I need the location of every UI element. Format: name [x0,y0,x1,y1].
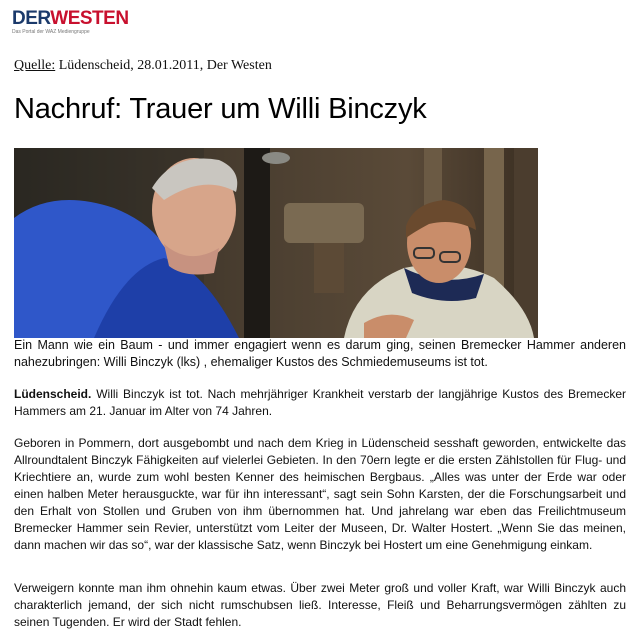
article-paragraph-3: Verweigern konnte man ihm ohnehin kaum etwas. Über zwei Meter groß und voller Kraft, war Willi Binczyk auch charakterlich jemand, der sich nicht rumschubsen ließ. Interesse, Fleiß und Beharrungsvermögen zählten zu seinen Tugenden. Er wird der Stadt fehlen. [14,581,626,629]
source-label: Quelle: [14,58,56,73]
source-line [14,58,272,74]
article-paragraph-2: Geboren in Pommern, dort ausgebombt und nach dem Krieg in Lüdenscheid sesshaft geworden, entwickelte das Allroundtalent Binczyk Fähigkeiten auf vielerlei Gebieten. In den 70ern legte er die ersten Zählstollen für Flug- und Kriechtiere an, wurde zum wohl besten Kenner des heimischen Bergbaus. „Alles was unter der Erde war oder einen halben Meter herausguckte, war für ihn interessant“, sagt sein Sohn Karsten, der die Forschungsarbeit und den Erhalt von Stollen und Gruben von ihm übernommen hat. Und jahrelang war eben das Freilichtmuseum Bremecker Hammer sein Revier, unterstützt vom Leiter der Museen, Dr. Walter Hostert. „Wenn Sie das meinen, dann machen wir das so“, war der klassische Satz, wenn Binczyk bei Hostert um eine Genehmigung einkam. [14,436,626,552]
logo-westen: WESTEN [50,8,129,29]
logo-der: DER [12,8,51,29]
paragraph-1-text: Willi Binczyk ist tot. Nach mehrjähriger Krankheit verstarb der langjährige Kustos des Bremecker Hammers am 21. Januar im Alter von 74 Jahren. [14,387,626,418]
derwesten-logo [12,8,129,35]
dateline: Lüdenscheid. [14,387,92,401]
photo-caption: Ein Mann wie ein Baum - und immer engagiert wenn es darum ging, seinen Bremecker Hammer anderen nahezubringen: Willi Binczyk (lks) , ehemaliger Kustos des Schmiedemuseums ist tot. [14,338,626,369]
logo-tagline: Das Portal der WAZ Mediengruppe [12,29,90,35]
logo-wordmark [12,8,129,29]
article-paragraph-1 [14,386,626,420]
source-text: Lüdenscheid, 28.01.2011, Der Westen [55,58,272,73]
article-photo [14,148,538,338]
photo-illustration [14,148,538,338]
headline: Nachruf: Trauer um Willi Binczyk [14,93,427,125]
